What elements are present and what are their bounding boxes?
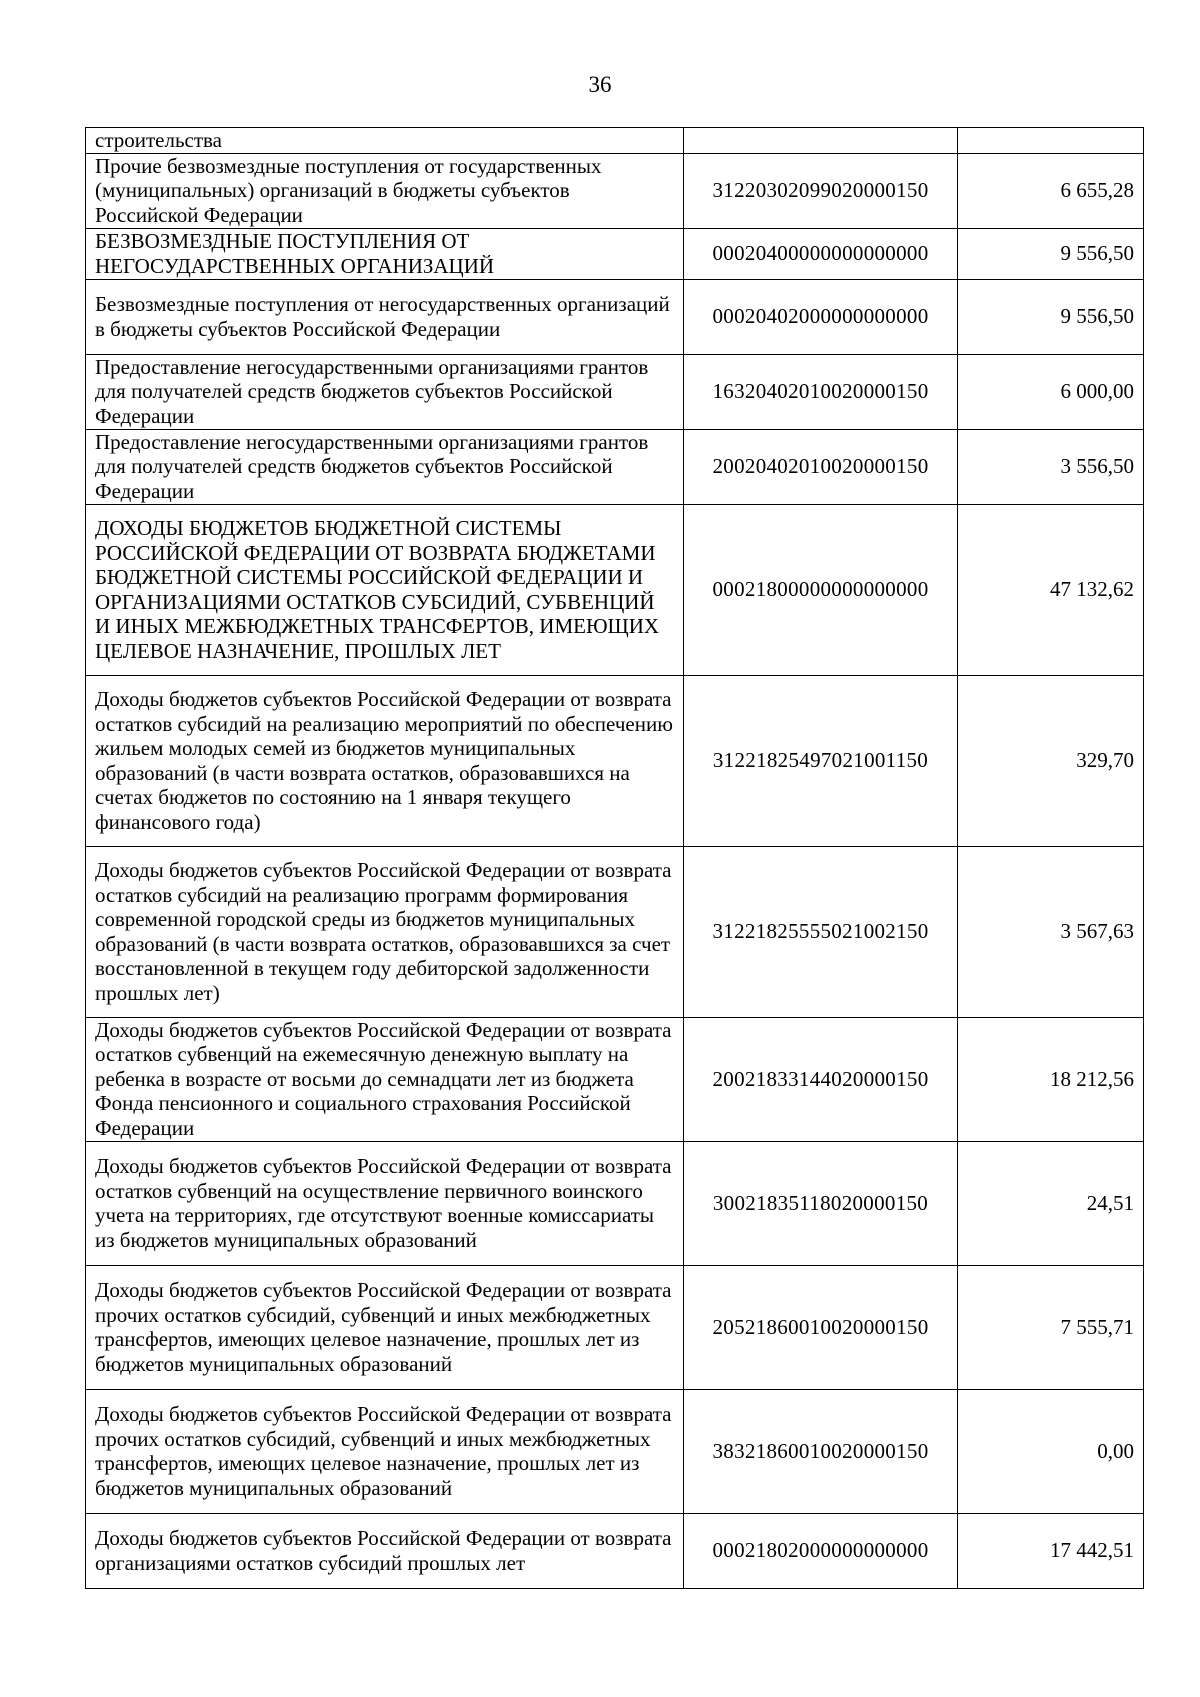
table-row — [86, 429, 1144, 504]
row-code: 00021802000000000000 — [684, 1513, 958, 1588]
row-amount: 3 556,50 — [958, 429, 1144, 504]
row-description: Прочие безвозмездные поступления от государственных (муниципальных) организаций в бюджеты субъектов Российской Федерации — [86, 153, 684, 228]
row-code: 31220302099020000150 — [684, 153, 958, 228]
table-row — [86, 228, 1144, 279]
page-number: 36 — [588, 72, 612, 97]
row-amount: 24,51 — [958, 1141, 1144, 1265]
table-row — [86, 279, 1144, 354]
table-row — [86, 504, 1144, 675]
row-description: БЕЗВОЗМЕЗДНЫЕ ПОСТУПЛЕНИЯ ОТ НЕГОСУДАРСТВЕННЫХ ОРГАНИЗАЦИЙ — [86, 228, 684, 279]
row-amount: 17 442,51 — [958, 1513, 1144, 1588]
row-code: 31221825555021002150 — [684, 846, 958, 1017]
row-code: 00021800000000000000 — [684, 504, 958, 675]
row-amount: 9 556,50 — [958, 228, 1144, 279]
row-code: 20021833144020000150 — [684, 1017, 958, 1141]
row-code: 38321860010020000150 — [684, 1389, 958, 1513]
table-row — [86, 1141, 1144, 1265]
row-code: 31221825497021001150 — [684, 675, 958, 846]
row-amount: 6 655,28 — [958, 153, 1144, 228]
row-amount: 329,70 — [958, 675, 1144, 846]
row-description: строительства — [86, 128, 684, 154]
row-code — [684, 128, 958, 154]
row-amount: 47 132,62 — [958, 504, 1144, 675]
row-amount — [958, 128, 1144, 154]
row-description: Предоставление негосударственными организациями грантов для получателей средств бюджетов субъектов Российской Федерации — [86, 354, 684, 429]
row-description: Доходы бюджетов субъектов Российской Федерации от возврата организациями остатков субсидий прошлых лет — [86, 1513, 684, 1588]
row-description: Доходы бюджетов субъектов Российской Федерации от возврата остатков субвенций на осуществление первичного воинского учета на территориях, где отсутствуют военные комиссариаты из бюджетов муниципальных образований — [86, 1141, 684, 1265]
table-row — [86, 128, 1144, 154]
table-row — [86, 1389, 1144, 1513]
row-description: Предоставление негосударственными организациями грантов для получателей средств бюджетов субъектов Российской Федерации — [86, 429, 684, 504]
row-amount: 7 555,71 — [958, 1265, 1144, 1389]
budget-revenue-table — [85, 127, 1144, 1589]
table-row — [86, 1017, 1144, 1141]
table-row — [86, 1265, 1144, 1389]
row-description: Доходы бюджетов субъектов Российской Федерации от возврата прочих остатков субсидий, субвенций и иных межбюджетных трансфертов, имеющих целевое назначение, прошлых лет из бюджетов муниципальных образований — [86, 1389, 684, 1513]
row-amount: 18 212,56 — [958, 1017, 1144, 1141]
row-code: 16320402010020000150 — [684, 354, 958, 429]
table-row — [86, 1513, 1144, 1588]
row-code: 30021835118020000150 — [684, 1141, 958, 1265]
row-amount: 3 567,63 — [958, 846, 1144, 1017]
row-code: 20521860010020000150 — [684, 1265, 958, 1389]
table-row — [86, 153, 1144, 228]
row-description: Безвозмездные поступления от негосударственных организаций в бюджеты субъектов Российской Федерации — [86, 279, 684, 354]
row-amount: 9 556,50 — [958, 279, 1144, 354]
row-code: 00020402000000000000 — [684, 279, 958, 354]
table-row — [86, 846, 1144, 1017]
row-amount: 0,00 — [958, 1389, 1144, 1513]
row-description: Доходы бюджетов субъектов Российской Федерации от возврата остатков субвенций на ежемесячную денежную выплату на ребенка в возрасте от восьми до семнадцати лет из бюджета Фонда пенсионного и социального страхования Российской Федерации — [86, 1017, 684, 1141]
row-code: 20020402010020000150 — [684, 429, 958, 504]
row-code: 00020400000000000000 — [684, 228, 958, 279]
row-description: Доходы бюджетов субъектов Российской Федерации от возврата остатков субсидий на реализацию программ формирования современной городской среды из бюджетов муниципальных образований (в части возврата остатков, образовавшихся за счет восстановленной в текущем году дебиторской задолженности прошлых лет) — [86, 846, 684, 1017]
row-amount: 6 000,00 — [958, 354, 1144, 429]
row-description: Доходы бюджетов субъектов Российской Федерации от возврата прочих остатков субсидий, субвенций и иных межбюджетных трансфертов, имеющих целевое назначение, прошлых лет из бюджетов муниципальных образований — [86, 1265, 684, 1389]
row-description: ДОХОДЫ БЮДЖЕТОВ БЮДЖЕТНОЙ СИСТЕМЫ РОССИЙСКОЙ ФЕДЕРАЦИИ ОТ ВОЗВРАТА БЮДЖЕТАМИ БЮДЖЕТНОЙ СИСТЕМЫ РОССИЙСКОЙ ФЕДЕРАЦИИ И ОРГАНИЗАЦИЯМИ ОСТАТКОВ СУБСИДИЙ, СУБВЕНЦИЙ И ИНЫХ МЕЖБЮДЖЕТНЫХ ТРАНСФЕРТОВ, ИМЕЮЩИХ ЦЕЛЕВОЕ НАЗНАЧЕНИЕ, ПРОШЛЫХ ЛЕТ — [86, 504, 684, 675]
table-row — [86, 675, 1144, 846]
table-row — [86, 354, 1144, 429]
row-description: Доходы бюджетов субъектов Российской Федерации от возврата остатков субсидий на реализацию мероприятий по обеспечению жильем молодых семей из бюджетов муниципальных образований (в части возврата остатков, образовавшихся на счетах бюджетов по состоянию на 1 января текущего финансового года) — [86, 675, 684, 846]
